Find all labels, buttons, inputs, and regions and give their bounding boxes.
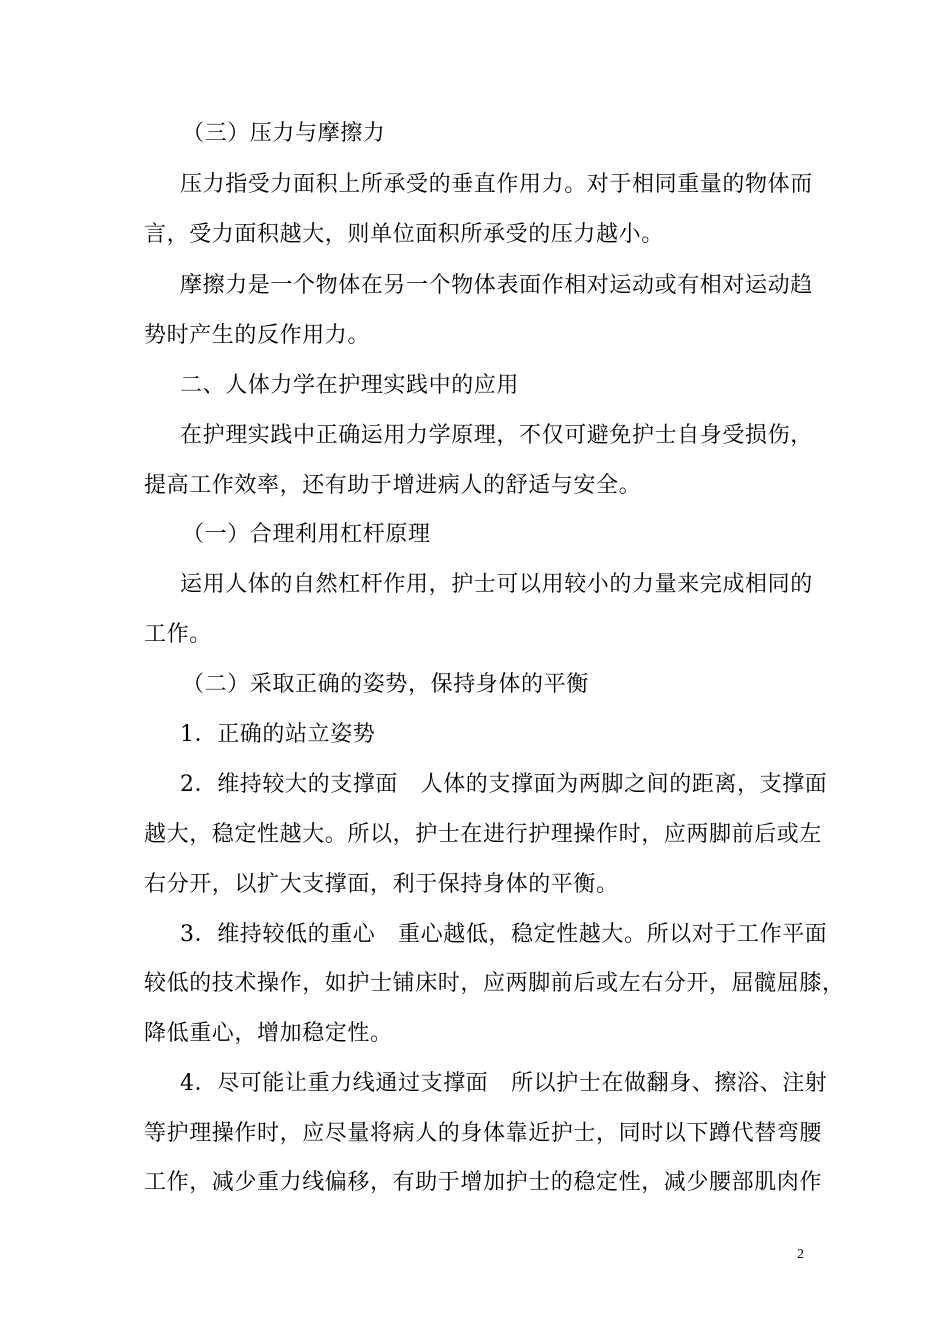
paragraph-line: 压力指受力面积上所承受的垂直作用力。对于相同重量的物体而 [180,172,813,197]
list-item-line: 越大，稳定性越大。所以，护士在进行护理操作时，应两脚前后或左 [144,822,823,847]
section-heading: 二、人体力学在护理实践中的应用 [180,373,520,398]
list-item-line: 3．维持较低的重心 重心越低，稳定性越大。所以对于工作平面 [180,922,828,947]
section-heading: （二）采取正确的姿势，保持身体的平衡 [182,672,589,697]
section-heading: （一）合理利用杠杆原理 [182,522,431,547]
list-item-line: 右分开，以扩大支撑面，利于保持身体的平衡。 [144,872,619,897]
paragraph-line: 在护理实践中正确运用力学原理，不仅可避免护士自身受损伤， [180,423,813,448]
list-item-heading: 1．正确的站立姿势 [180,722,376,747]
list-item-line: 等护理操作时，应尽量将病人的身体靠近护士，同时以下蹲代替弯腰 [144,1121,823,1146]
paragraph-line: 工作。 [144,622,212,647]
page-number: 2 [797,1247,804,1262]
list-item-line: 2．维持较大的支撑面 人体的支撑面为两脚之间的距离，支撑面 [180,772,828,797]
list-item-line: 较低的技术操作，如护士铺床时，应两脚前后或左右分开，屈髋屈膝， [144,971,845,996]
paragraph-line: 言，受力面积越大，则单位面积所承受的压力越小。 [144,222,664,247]
list-item-line: 工作，减少重力线偏移，有助于增加护士的稳定性，减少腰部肌肉作 [144,1170,823,1195]
section-heading: （三）压力与摩擦力 [182,121,386,146]
list-item-line: 降低重心，增加稳定性。 [144,1021,393,1046]
paragraph-line: 运用人体的自然杠杆作用，护士可以用较小的力量来完成相同的 [180,572,813,597]
paragraph-line: 摩擦力是一个物体在另一个物体表面作相对运动或有相对运动趋 [180,273,813,298]
paragraph-line: 势时产生的反作用力。 [144,323,371,348]
list-item-line: 4．尽可能让重力线通过支撑面 所以护士在做翻身、擦浴、注射 [180,1071,828,1096]
paragraph-line: 提高工作效率，还有助于增进病人的舒适与安全。 [144,473,642,498]
